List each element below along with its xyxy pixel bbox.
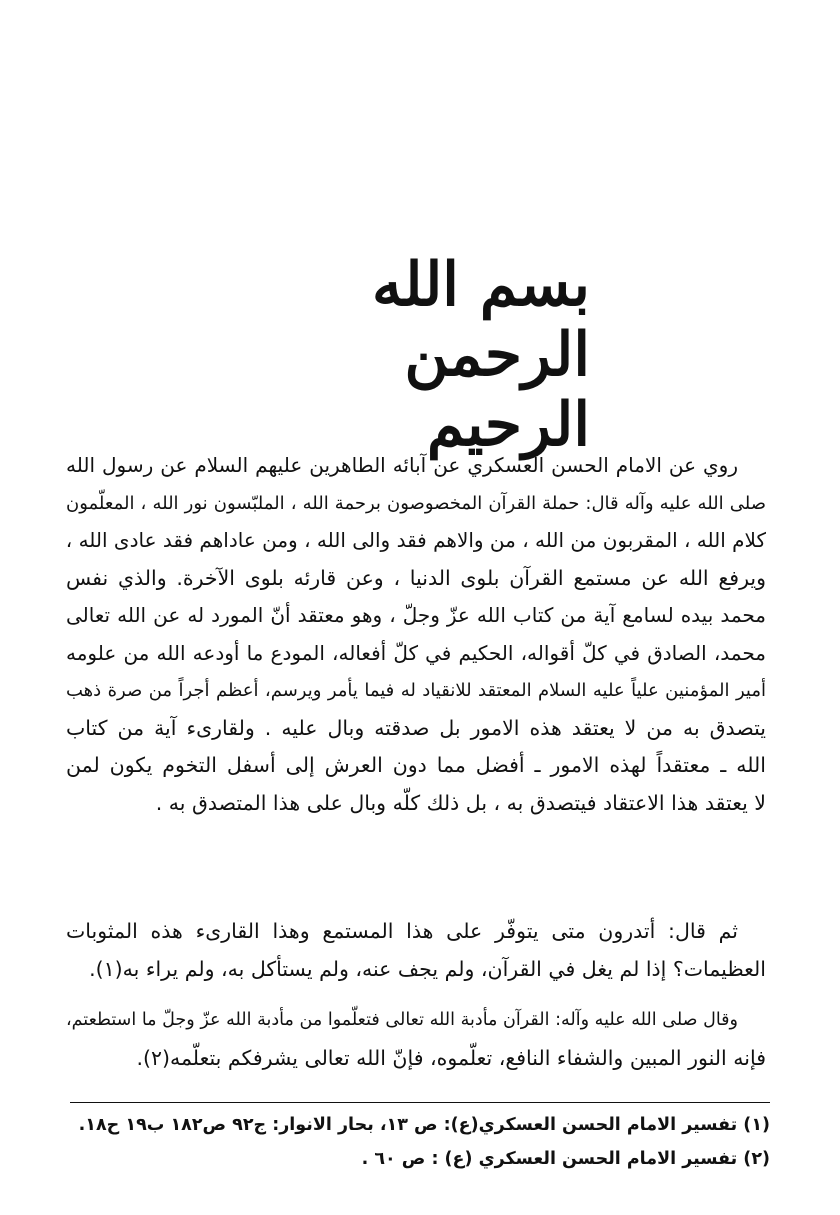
text-line: لا يعتقد هذا الاعتقاد فيتصدق به ، بل ذلك كلّه وبال على هذا المتصدق به . [155,790,766,815]
text-line: ويرفع الله عن مستمع القرآن بلوى الدنيا ، وعن قارئه بلوى الآخرة. والذي نفس [66,565,766,590]
footnote-separator [70,1102,770,1103]
text-line: فإنه النور المبين والشفاء النافع، تعلّموه، فإنّ الله تعالى يشرفكم بتعلّمه(٢). [136,1045,766,1070]
text-line: أمير المؤمنين علياً عليه السلام المعتقد للانقياد له فيما يأمر ويرسم، أعظم أجراً من صرة ذهب [66,680,766,701]
text-line: روي عن الامام الحسن العسكري عن آبائه الطاهرين عليهم السلام عن رسول الله [66,453,738,477]
paragraph-hadith-3 [66,1002,766,1077]
paragraph-hadith-2 [66,913,766,988]
text-line: الله ـ معتقداً لهذه الامور ـ أفضل مما دون العرش إلى أسفل التخوم يكون لمن [66,753,766,777]
text-line: ثم قال: أتدرون متى يتوفّر على هذا المستمع وهذا القارىء هذه المثوبات [66,919,738,943]
basmala-calligraphy: بسم الله الرحمن الرحيم [371,250,590,460]
text-line: كلام الله ، المقربون من الله ، من والاهم فقد والى الله ، ومن عاداهم فقد عادى الله ، [66,528,766,552]
text-line: محمد، الصادق في كلّ أقواله، الحكيم في كلّ أفعاله، المودع ما أودعه الله من علومه [66,640,766,665]
text-line: العظيمات؟ إذا لم يغل في القرآن، ولم يجف عنه، ولم يستأكل به، ولم يراء به(١). [89,956,766,981]
text-line: صلى الله عليه وآله قال: حملة القرآن المخصوصون برحمة الله ، الملبّسون نور الله ، المعلّمون [66,492,766,514]
text-line: يتصدق به من لا يعتقد هذه الامور بل صدقته وبال عليه . ولقارىء آية من كتاب [66,715,766,740]
footnote-2: (٢) تفسير الامام الحسن العسكري (ع) : ص ٦٠ . [361,1149,770,1169]
footnotes [70,1108,770,1176]
footnote-1: (١) تفسير الامام الحسن العسكري(ع): ص ١٣، بحار الانوار: ج٩٢ ص١٨٢ ب١٩ ح١٨. [78,1115,770,1135]
text-line: محمد بيده لسامع آية من كتاب الله عزّ وجلّ ، وهو معتقد أنّ المورد له عن الله تعالى [66,603,766,627]
paragraph-hadith-1 [66,447,766,822]
text-line: وقال صلى الله عليه وآله: القرآن مأدبة الله تعالى فتعلّموا من مأدبة الله عزّ وجلّ ما استطعتم، [66,1010,738,1030]
